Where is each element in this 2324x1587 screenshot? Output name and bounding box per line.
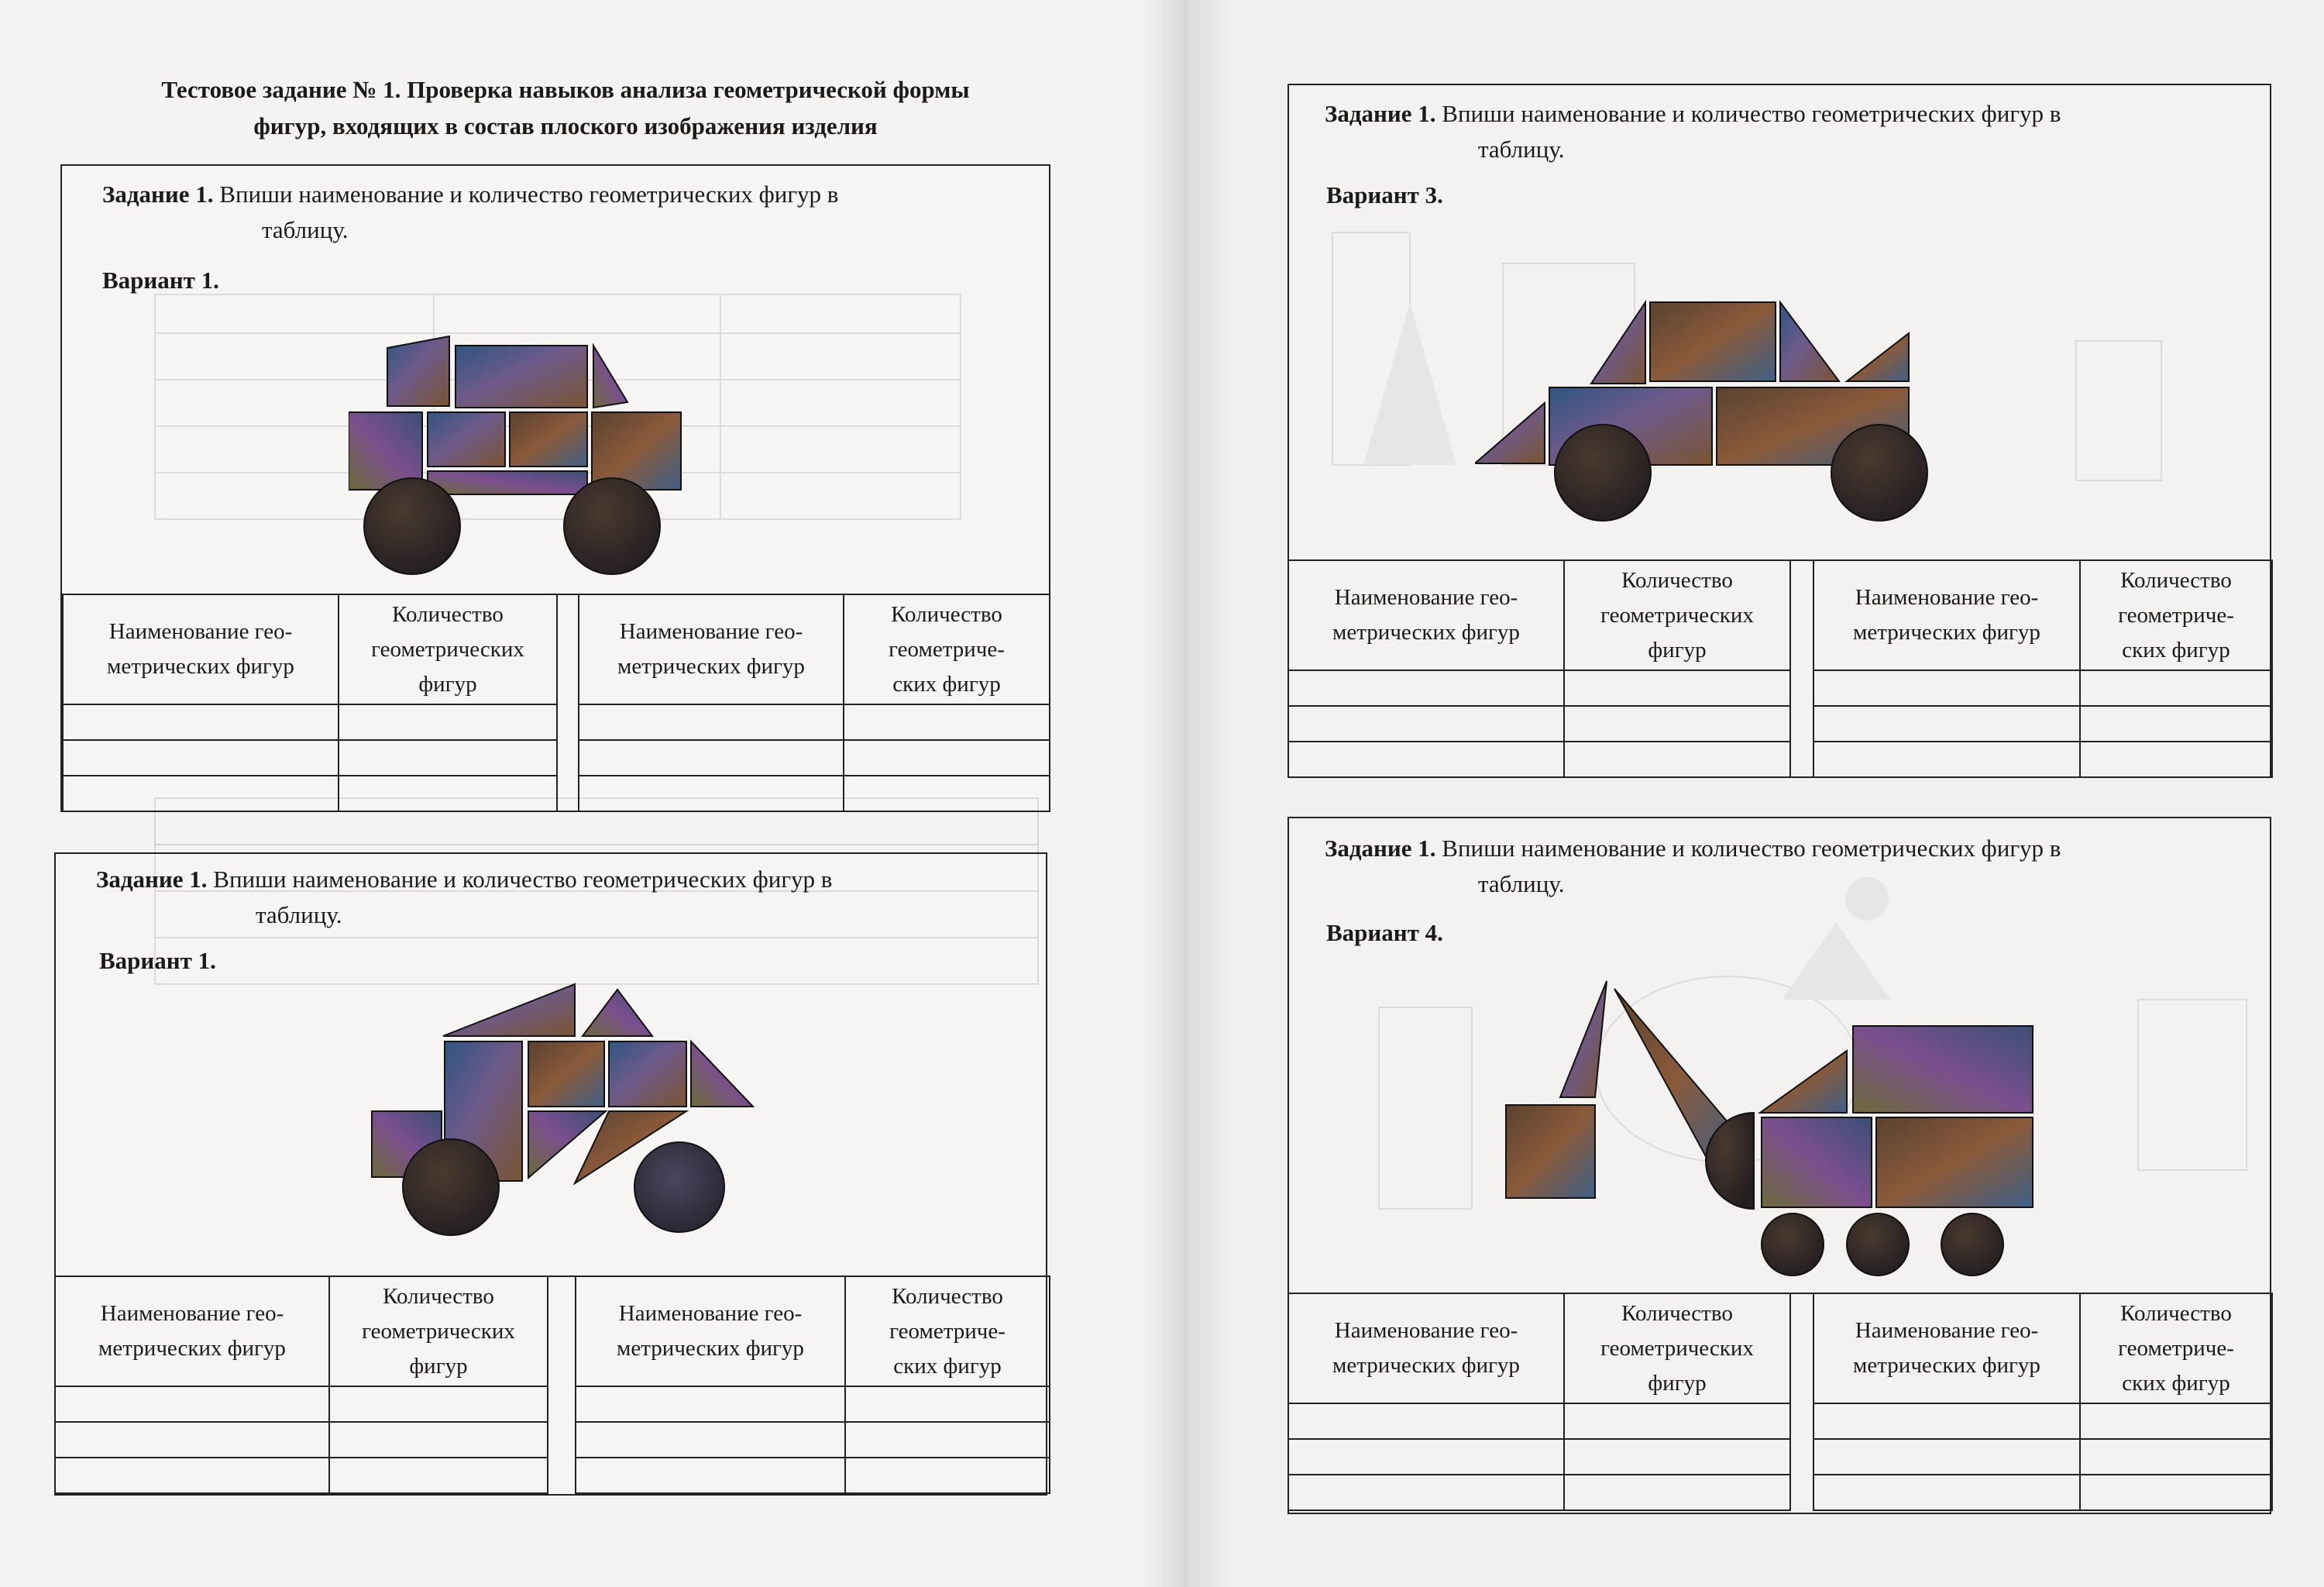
header-shape-name: Наименование гео- метрических фигур [576,1276,845,1386]
blank-cell[interactable] [845,1422,1050,1458]
triangle-shape [691,1041,753,1107]
blank-cell[interactable] [1288,670,1564,706]
blank-cell[interactable] [844,776,1050,811]
triangle-shape [1560,981,1607,1097]
task-instruction [96,862,832,897]
blank-cell[interactable] [1813,1475,2080,1510]
blank-cell[interactable] [579,704,844,740]
blank-cell[interactable] [339,740,557,776]
blank-cell[interactable] [1564,1439,1790,1475]
rectangle-shape [1876,1117,2033,1207]
rectangle-shape [1853,1026,2033,1113]
blank-cell[interactable] [55,1422,329,1458]
blank-cell[interactable] [339,776,557,811]
blank-cell[interactable] [1813,742,2080,777]
header-shape-count: Количество геометриче- ских фигур [845,1276,1050,1386]
task-instruction [102,177,838,212]
task-label: Задание 1. [1325,100,1436,127]
blank-cell[interactable] [329,1386,548,1422]
triangle-shape [1760,1051,1847,1113]
blank-cell[interactable] [1288,1475,1564,1510]
blank-cell[interactable] [1564,742,1790,777]
task-text: Впиши наименование и количество геометрических фигур в [1442,835,2061,862]
table-separator [1790,1293,1813,1403]
tractor-figure [350,947,846,1319]
header-shape-count: Количество геометриче- ских фигур [844,594,1050,704]
rectangle-shape [528,1041,604,1107]
blank-cell[interactable] [1564,1403,1790,1439]
task-text-continued: таблицу. [256,901,342,928]
triangle-shape [1847,333,1909,381]
blank-cell[interactable] [845,1458,1050,1493]
blank-cell[interactable] [576,1386,845,1422]
triangle-shape [387,336,449,406]
shapes-table [1287,559,2273,778]
blank-cell[interactable] [844,740,1050,776]
circle-shape [1555,425,1651,521]
blank-cell[interactable] [579,740,844,776]
blank-cell[interactable] [2080,1403,2272,1439]
task-card-variant-1-bottom [54,852,1047,1496]
test-title [70,71,1061,144]
rectangle-shape [456,346,587,408]
blank-cell[interactable] [2080,1439,2272,1475]
circle-shape [1831,425,1927,521]
header-shape-count: Количество геометрических фигур [339,594,557,704]
table-separator [1790,560,1813,670]
header-shape-name: Наименование гео- метрических фигур [55,1276,329,1386]
circle-shape [403,1139,499,1235]
rectangle-shape [609,1041,686,1107]
circle-shape [564,478,660,574]
shapes-table [62,594,1050,812]
blank-cell[interactable] [1288,1439,1564,1475]
circle-shape [1847,1213,1909,1275]
task-instruction [1325,831,2061,866]
circle-shape [1941,1213,2003,1275]
blank-cell[interactable] [1813,1403,2080,1439]
blank-cell[interactable] [1288,742,1564,777]
square-shape [1506,1105,1595,1198]
blank-cell[interactable] [339,704,557,740]
header-shape-name: Наименование гео- метрических фигур [1288,560,1564,670]
blank-cell[interactable] [576,1458,845,1493]
circle-shape [634,1142,724,1232]
blank-cell[interactable] [63,704,339,740]
variant-label: Вариант 1. [99,947,216,974]
task-text-continued: таблицу. [1478,136,1565,163]
header-shape-count: Количество геометрических фигур [1564,1293,1790,1403]
blank-cell[interactable] [55,1386,329,1422]
variant-label: Вариант 4. [1326,919,1443,946]
table-separator [557,594,579,704]
blank-cell[interactable] [845,1386,1050,1422]
task-card-variant-4 [1287,817,2271,1514]
blank-cell[interactable] [1564,1475,1790,1510]
blank-cell[interactable] [2080,670,2272,706]
table-separator [548,1276,576,1386]
triangle-shape [443,984,575,1036]
blank-cell[interactable] [63,740,339,776]
shapes-table [54,1275,1050,1494]
header-shape-name: Наименование гео- метрических фигур [1813,1293,2080,1403]
task-text-continued: таблицу. [1478,870,1565,897]
task-text: Впиши наименование и количество геометрических фигур в [213,866,833,893]
header-shape-name: Наименование гео- метрических фигур [1813,560,2080,670]
test-title-line-2: фигур, входящих в состав плоского изображения изделия [253,112,878,139]
blank-cell[interactable] [1813,670,2080,706]
task-card-variant-1-top [60,164,1050,812]
header-shape-count: Количество геометриче- ских фигур [2080,1293,2272,1403]
task-instruction [1325,96,2061,132]
triangle-shape [1591,302,1645,384]
blank-cell[interactable] [1813,706,2080,742]
blank-cell[interactable] [55,1458,329,1493]
header-shape-count: Количество геометриче- ских фигур [2080,560,2272,670]
rectangle-shape [1762,1117,1872,1207]
header-shape-name: Наименование гео- метрических фигур [63,594,339,704]
test-title-line-1: Тестовое задание № 1. Проверка навыков анализа геометрической формы [161,76,970,103]
task-text: Впиши наименование и количество геометрических фигур в [1442,100,2061,127]
variant-label: Вариант 1. [102,267,219,294]
task-card-variant-3 [1287,84,2271,778]
task-label: Задание 1. [1325,835,1436,862]
task-text: Впиши наименование и количество геометрических фигур в [219,181,839,208]
task-label: Задание 1. [102,181,214,208]
blank-cell[interactable] [63,776,339,811]
car-figure [349,321,813,584]
blank-cell[interactable] [844,704,1050,740]
shapes-table [1287,1293,2273,1511]
header-shape-name: Наименование гео- метрических фигур [1288,1293,1564,1403]
excavator-figure [1475,294,2033,527]
blank-cell[interactable] [1564,706,1790,742]
blank-cell[interactable] [2080,742,2272,777]
blank-cell[interactable] [1564,670,1790,706]
blank-cell[interactable] [2080,1475,2272,1510]
crane-truck-figure [1498,973,2056,1299]
task-label: Задание 1. [96,866,208,893]
triangle-shape [583,990,652,1036]
blank-cell[interactable] [2080,706,2272,742]
triangle-shape [1475,403,1545,463]
task-text-continued: таблицу. [262,216,349,243]
blank-cell[interactable] [329,1422,548,1458]
circle-shape [1762,1213,1824,1275]
rectangle-shape [428,471,587,494]
triangle-shape [1780,302,1839,381]
rectangle-shape [1650,302,1776,381]
rectangle-shape [428,412,505,466]
blank-cell[interactable] [1813,1439,2080,1475]
blank-cell[interactable] [576,1422,845,1458]
blank-cell[interactable] [329,1458,548,1493]
rectangle-shape [510,412,587,466]
blank-cell[interactable] [1288,1403,1564,1439]
blank-cell[interactable] [579,776,844,811]
blank-cell[interactable] [1288,706,1564,742]
circle-shape [364,478,460,574]
header-shape-count: Количество геометрических фигур [329,1276,548,1386]
triangle-shape [593,346,627,408]
header-shape-name: Наименование гео- метрических фигур [579,594,844,704]
variant-label: Вариант 3. [1326,181,1443,208]
header-shape-count: Количество геометрических фигур [1564,560,1790,670]
